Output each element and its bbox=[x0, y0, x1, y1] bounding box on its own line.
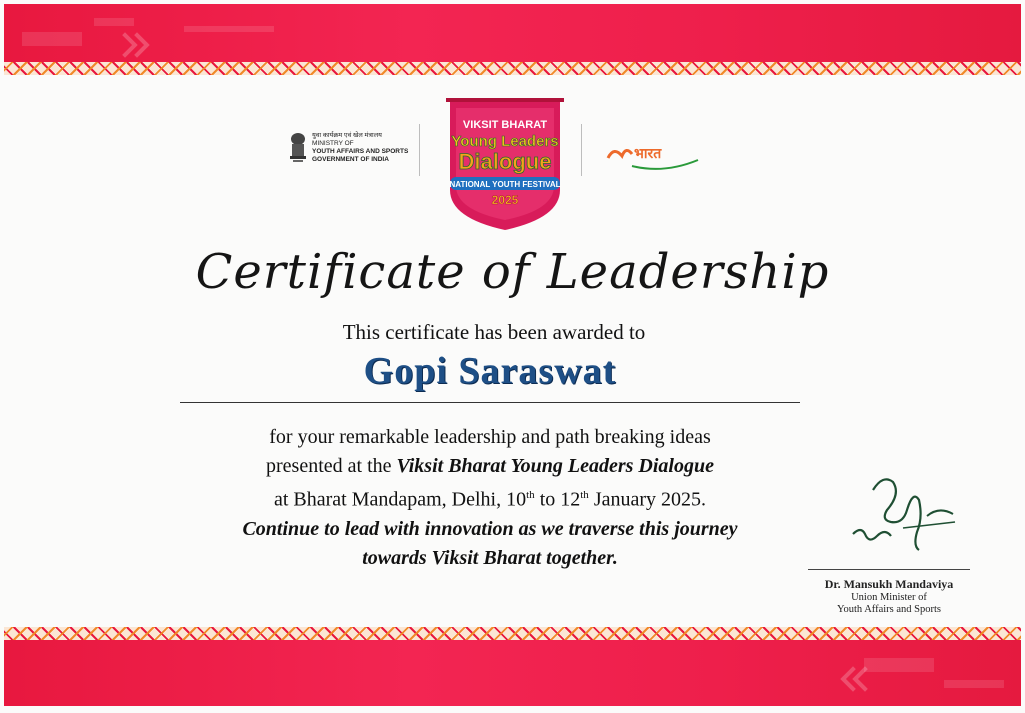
band-decoration bbox=[864, 658, 934, 672]
logo-row bbox=[0, 98, 1025, 238]
ministry-line3: GOVERNMENT OF INDIA bbox=[312, 156, 389, 163]
top-border-pattern bbox=[4, 62, 1021, 75]
national-emblem-icon bbox=[287, 131, 309, 165]
certificate-title: Certificate of Leadership bbox=[195, 244, 830, 300]
body-line-5: towards Viksit Bharat together. bbox=[362, 546, 618, 569]
body-line-2 bbox=[0, 452, 980, 481]
logo-divider bbox=[581, 124, 582, 176]
body-line-2-pre: presented at the bbox=[266, 455, 397, 477]
ordinal-suffix: th bbox=[580, 489, 589, 501]
ministry-hindi: युवा कार्यक्रम एवं खेल मंत्रालय bbox=[312, 132, 382, 139]
body-line-1: for your remarkable leadership and path breaking ideas bbox=[269, 426, 711, 448]
band-decoration bbox=[184, 26, 274, 32]
signatory-name: Dr. Mansukh Mandaviya bbox=[824, 577, 954, 591]
badge-line1: VIKSIT BHARAT bbox=[462, 119, 548, 131]
badge-line4: NATIONAL YOUTH FESTIVAL bbox=[449, 180, 561, 189]
signature-image bbox=[843, 470, 961, 560]
badge-line3: Dialogue bbox=[458, 149, 552, 174]
logo-divider bbox=[419, 124, 420, 176]
my-bharat-text: भारत bbox=[634, 145, 662, 161]
name-underline bbox=[180, 402, 800, 403]
body-line-3-a: at Bharat Mandapam, Delhi, 10 bbox=[273, 488, 527, 511]
ordinal-suffix: th bbox=[526, 489, 535, 501]
ministry-line1: MINISTRY OF bbox=[312, 140, 354, 147]
signatory-designation bbox=[800, 592, 978, 616]
certificate-body bbox=[0, 423, 980, 573]
event-name: Viksit Bharat Young Leaders Dialogue bbox=[396, 455, 714, 477]
bottom-border-pattern bbox=[4, 627, 1021, 640]
band-decoration bbox=[94, 18, 134, 26]
young-leaders-dialogue-badge bbox=[446, 98, 564, 232]
my-bharat-logo bbox=[604, 138, 700, 172]
body-line-3-c: January 2025. bbox=[588, 488, 707, 511]
designation-line2: Youth Affairs and Sports bbox=[836, 604, 942, 615]
signature-line bbox=[808, 569, 970, 570]
band-decoration bbox=[944, 680, 1004, 688]
top-band bbox=[4, 4, 1021, 62]
badge-line2: Young Leaders bbox=[451, 133, 559, 150]
awarded-text: This certificate has been awarded to bbox=[342, 320, 646, 344]
bottom-band bbox=[4, 640, 1021, 706]
badge-year: 2025 bbox=[491, 193, 519, 207]
body-line-3-b: to 12 bbox=[534, 488, 581, 511]
designation-line1: Union Minister of bbox=[851, 592, 927, 603]
recipient-name: Gopi Saraswat bbox=[363, 350, 617, 392]
band-decoration bbox=[22, 32, 82, 46]
body-line-3 bbox=[0, 481, 980, 515]
ministry-line2: YOUTH AFFAIRS AND SPORTS bbox=[312, 148, 409, 155]
body-line-4: Continue to lead with innovation as we traverse this journey bbox=[242, 517, 738, 540]
ministry-logo-text bbox=[312, 132, 408, 164]
